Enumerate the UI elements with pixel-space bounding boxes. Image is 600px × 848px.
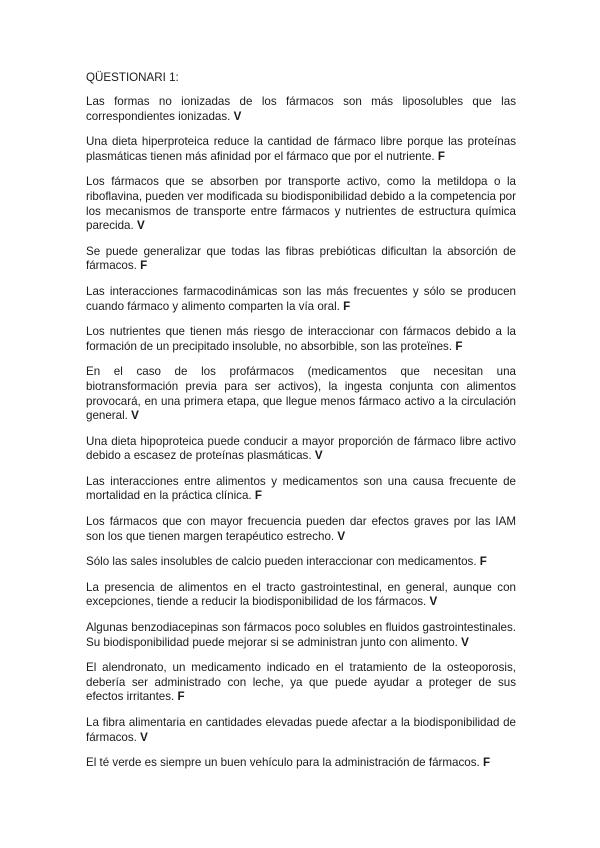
answer-label: F [177, 690, 185, 704]
question-text: Sólo las sales insolubles de calcio pueden interaccionar con medicamentos. [86, 555, 477, 569]
question-12 [86, 581, 516, 610]
question-1 [86, 95, 516, 124]
question-text: Algunas benzodiacepinas son fármacos poco solubles en fluidos gastrointestinales. Su biodisponibilidad puede mejorar si se administran junto con alimento. [86, 621, 516, 649]
answer-label: F [479, 555, 487, 569]
answer-label: F [254, 489, 262, 503]
question-text: Los nutrientes que tienen más riesgo de interaccionar con fármacos debido a la formación de un precipitado insoluble, no absorbible, son las proteïnes. [86, 325, 516, 353]
question-text: Se puede generalizar que todas las fibras prebióticas dificultan la absorción de fármacos. [86, 244, 516, 273]
question-text: Los fármacos que con mayor frecuencia pueden dar efectos graves por las IAM son los que tienen margen terapéutico estrecho. [86, 515, 516, 543]
question-15 [86, 716, 516, 745]
answer-label: V [140, 730, 148, 744]
question-10 [86, 515, 516, 544]
answer-label: V [314, 449, 323, 463]
question-6 [86, 325, 516, 354]
answer-label: F [455, 339, 463, 353]
question-8 [86, 435, 516, 464]
question-text: Los fármacos que se absorben por transporte activo, como la metildopa o la riboflavina, pueden ver modificada su biodisponibilidad debido a la competencia por los mecanismos de transporte entre fármacos y nutrientes de estructura química parecida. [86, 175, 516, 233]
question-13 [86, 621, 516, 650]
question-9 [86, 475, 516, 504]
question-text: La presencia de alimentos en el tracto gastrointestinal, en general, aunque con excepciones, tiende a reducir la biodisponibilidad de los fármacos. [86, 580, 516, 609]
question-text: La fibra alimentaria en cantidades elevadas puede afectar a la biodisponibilidad de fármacos. [86, 716, 516, 744]
answer-label: V [233, 109, 242, 123]
question-16 [86, 756, 516, 771]
answer-label: V [461, 635, 469, 649]
answer-label: F [343, 299, 351, 313]
question-text: Una dieta hipoproteica puede conducir a mayor proporción de fármaco libre activo debido a escasez de proteínas plasmáticas. [86, 434, 516, 463]
answer-label: F [140, 259, 148, 273]
question-7 [86, 365, 516, 423]
question-text: En el caso de los profármacos (medicamentos que necesitan una biotransformación previa para ser activos), la ingesta conjunta con alimentos provocará, en una primera etapa, que llegue menos fármaco activo a la circulación general. [86, 365, 516, 423]
document-page [86, 70, 516, 782]
answer-label: V [337, 529, 346, 543]
answer-label: V [131, 409, 139, 423]
question-2 [86, 135, 516, 164]
answer-label: F [437, 149, 445, 163]
question-text: Las interacciones entre alimentos y medicamentos son una causa frecuente de mortalidad en la práctica clínica. [86, 474, 516, 503]
question-3 [86, 175, 516, 233]
question-text: Las interacciones farmacodinámicas son las más frecuentes y sólo se producen cuando fármaco y alimento comparten la vía oral. [86, 284, 516, 313]
page-title: QÜESTIONARI 1: [86, 71, 179, 84]
answer-label: V [429, 595, 438, 609]
question-11 [86, 555, 516, 570]
question-4 [86, 245, 516, 274]
question-text: Una dieta hiperproteica reduce la cantidad de fármaco libre porque las proteínas plasmáticas tienen más afinidad por el fármaco que por el nutriente. [86, 135, 516, 163]
question-text: Las formas no ionizadas de los fármacos son más liposolubles que las correspondientes ionizadas. [86, 95, 516, 123]
answer-label: V [136, 219, 145, 233]
answer-label: F [483, 756, 491, 770]
question-text: El té verde es siempre un buen vehículo para la administración de fármacos. [86, 756, 480, 770]
question-14 [86, 661, 516, 705]
question-5 [86, 285, 516, 314]
question-text: El alendronato, un medicamento indicado en el tratamiento de la osteoporosis, debería ser administrado con leche, ya que puede ayudar a proteger de sus efectos irritantes. [86, 661, 516, 704]
